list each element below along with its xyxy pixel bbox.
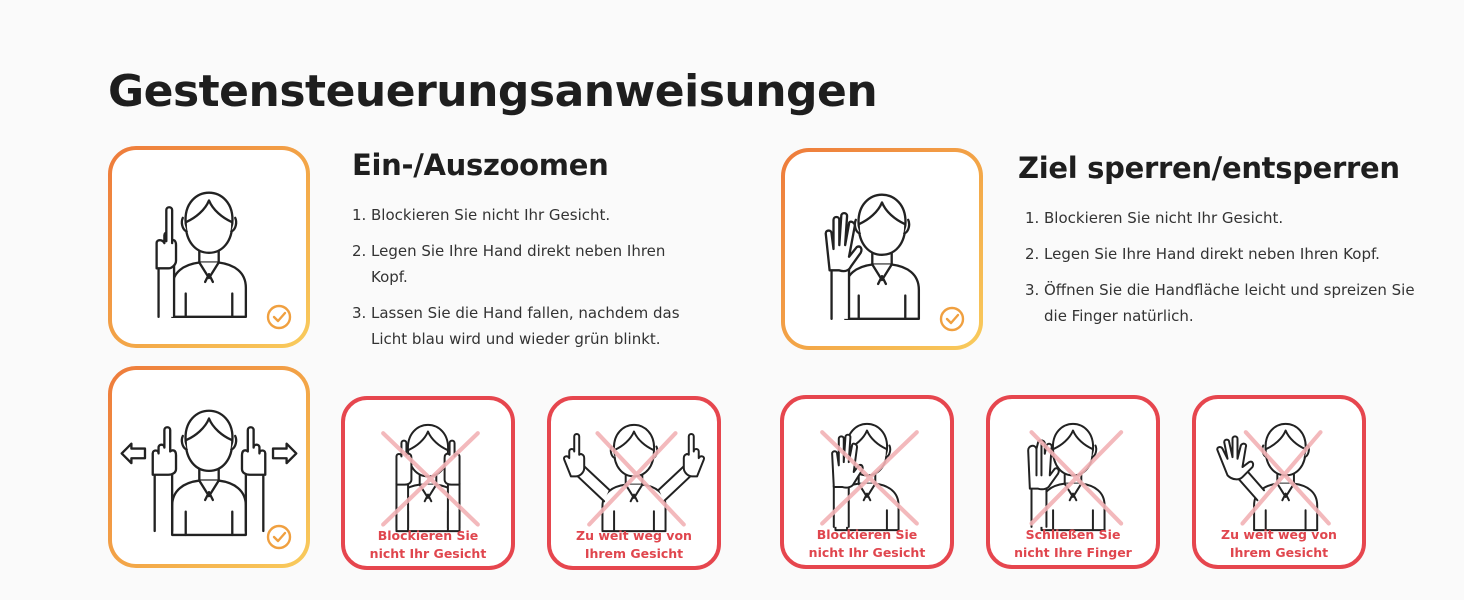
wrong-label: Zu weit weg von Ihrem Gesicht — [1221, 527, 1337, 560]
lock-section-title: Ziel sperren/entsperren — [1018, 151, 1400, 185]
wrong-label: Zu weit weg von Ihrem Gesicht — [576, 528, 692, 561]
lock-step-3: 3. Öffnen Sie die Handfläche leicht und spreizen Sie die Finger natürlich. — [1025, 281, 1415, 325]
check-icon — [266, 524, 292, 550]
check-icon — [266, 304, 292, 330]
lock-correct-card — [781, 148, 983, 350]
page-title: Gestensteuerungsanweisungen — [108, 66, 878, 117]
zoom-steps-list — [352, 202, 712, 362]
lock-step-1: 1. Blockieren Sie nicht Ihr Gesicht. — [1025, 209, 1284, 227]
lock-wrong-card-too-far — [1192, 395, 1366, 569]
check-icon — [939, 306, 965, 332]
lock-step-2: 2. Legen Sie Ihre Hand direkt neben Ihren Kopf. — [1025, 245, 1380, 263]
zoom-step-3: 3. Lassen Sie die Hand fallen, nachdem das Licht blau wird und wieder grün blinkt. — [352, 304, 680, 348]
zoom-step-2: 2. Legen Sie Ihre Hand direkt neben Ihren Kopf. — [352, 242, 666, 286]
zoom-section-title: Ein-/Auszoomen — [352, 148, 609, 182]
wrong-label: Blockieren Sie nicht Ihr Gesicht — [808, 527, 926, 560]
lock-steps-list — [1025, 205, 1435, 339]
wrong-label: Schließen Sie nicht Ihre Finger — [1014, 527, 1132, 560]
zoom-step-1: 1. Blockieren Sie nicht Ihr Gesicht. — [352, 206, 611, 224]
zoom-correct-card-2 — [108, 366, 310, 568]
zoom-correct-card-1 — [108, 146, 310, 348]
lock-wrong-card-block-face — [780, 395, 954, 569]
lock-wrong-card-closed-fingers — [986, 395, 1160, 569]
wrong-label: Blockieren Sie nicht Ihr Gesicht — [369, 528, 487, 561]
zoom-wrong-card-block-face — [341, 396, 515, 570]
zoom-wrong-card-too-far — [547, 396, 721, 570]
